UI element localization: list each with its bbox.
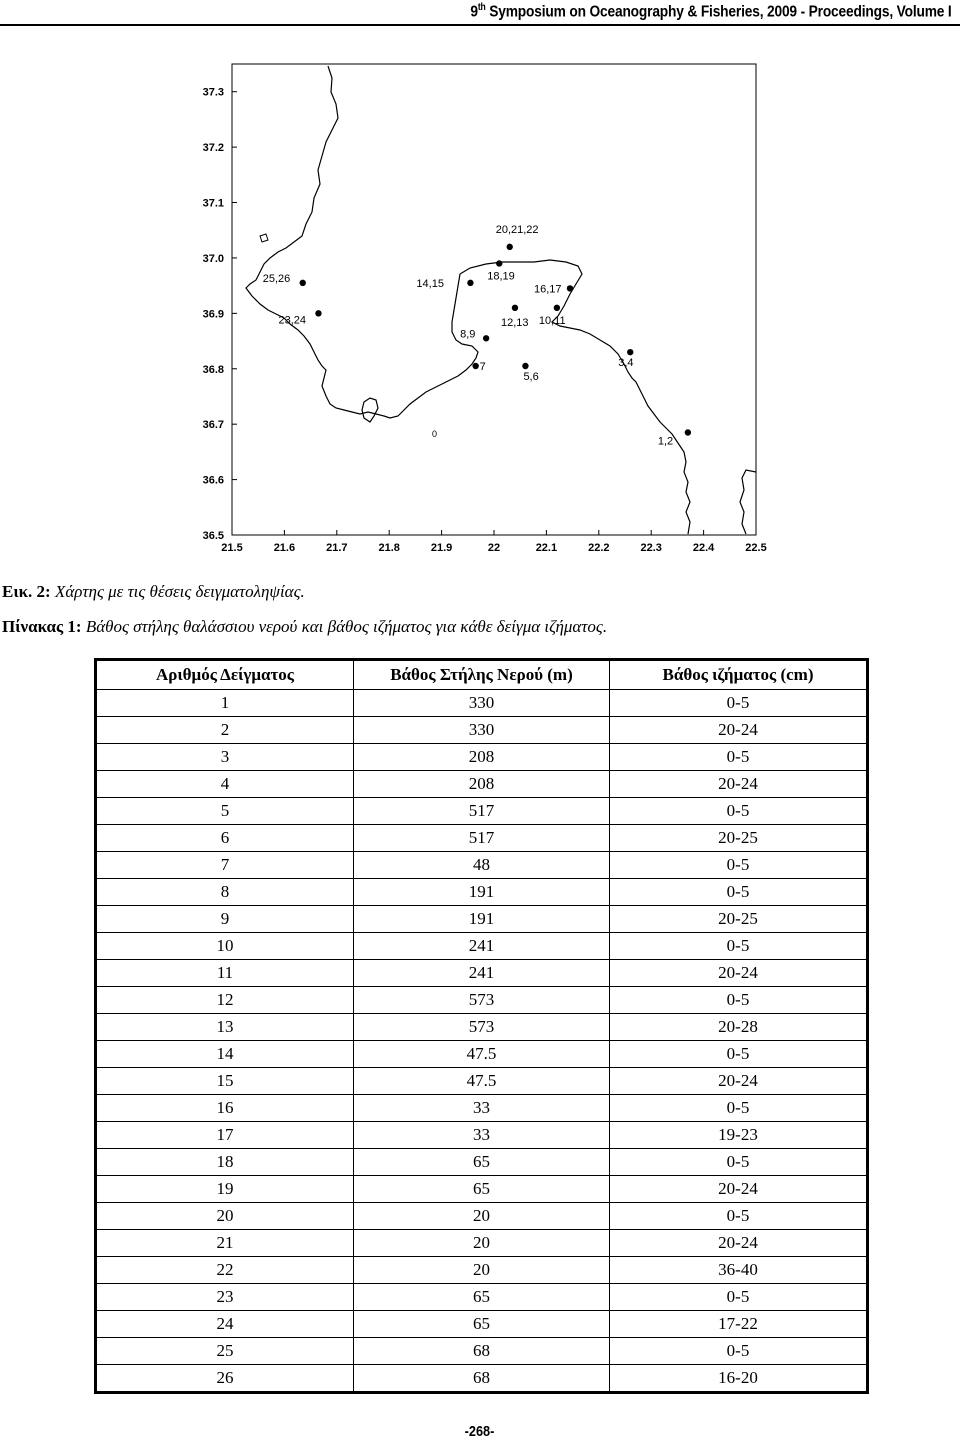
depth-table bbox=[94, 658, 869, 1394]
x-tick-label: 22.4 bbox=[692, 542, 715, 554]
sediment-depth-cell: 20-24 bbox=[610, 1068, 868, 1095]
sample-number-cell: 18 bbox=[96, 1149, 354, 1176]
x-tick-label: 21.8 bbox=[378, 542, 400, 554]
sample-number-cell: 11 bbox=[96, 960, 354, 987]
table-row bbox=[96, 1284, 868, 1311]
table-row bbox=[96, 1311, 868, 1338]
sample-number-cell: 1 bbox=[96, 690, 354, 717]
sediment-depth-cell: 0-5 bbox=[610, 879, 868, 906]
table-row bbox=[96, 771, 868, 798]
journal-header-text: 9th Symposium on Oceanography & Fisheries, 2009 - Proceedings, Volume I bbox=[470, 2, 952, 21]
water-depth-cell: 65 bbox=[354, 1284, 610, 1311]
sediment-depth-cell: 0-5 bbox=[610, 744, 868, 771]
sample-number-cell: 22 bbox=[96, 1257, 354, 1284]
sediment-depth-cell: 0-5 bbox=[610, 1095, 868, 1122]
water-depth-cell: 573 bbox=[354, 1014, 610, 1041]
table-row bbox=[96, 1365, 868, 1393]
sample-number-cell: 8 bbox=[96, 879, 354, 906]
sample-number-cell: 26 bbox=[96, 1365, 354, 1393]
table-row bbox=[96, 717, 868, 744]
page-number: -268- bbox=[465, 1423, 495, 1440]
sample-number-cell: 12 bbox=[96, 987, 354, 1014]
water-depth-cell: 573 bbox=[354, 987, 610, 1014]
table-row bbox=[96, 906, 868, 933]
water-depth-cell: 48 bbox=[354, 852, 610, 879]
water-depth-cell: 191 bbox=[354, 906, 610, 933]
station-marker bbox=[627, 349, 633, 355]
sediment-depth-cell: 20-25 bbox=[610, 825, 868, 852]
header-rule bbox=[0, 24, 960, 26]
water-depth-cell: 20 bbox=[354, 1203, 610, 1230]
water-depth-cell: 191 bbox=[354, 879, 610, 906]
sample-number-cell: 13 bbox=[96, 1014, 354, 1041]
water-depth-cell: 241 bbox=[354, 933, 610, 960]
water-depth-cell: 330 bbox=[354, 717, 610, 744]
y-tick-label: 36.7 bbox=[202, 419, 224, 432]
col-sediment-depth: Βάθος ιζήματος (cm) bbox=[610, 660, 868, 690]
sediment-depth-cell: 0-5 bbox=[610, 852, 868, 879]
col-sample-number: Αριθμός Δείγματος bbox=[96, 660, 354, 690]
sediment-depth-cell: 20-24 bbox=[610, 1230, 868, 1257]
sample-number-cell: 3 bbox=[96, 744, 354, 771]
small-map-mark: 0 bbox=[432, 429, 438, 439]
y-tick-label: 36.8 bbox=[202, 363, 224, 376]
sediment-depth-cell: 17-22 bbox=[610, 1311, 868, 1338]
table-header-row bbox=[96, 660, 868, 690]
station-label: 14,15 bbox=[416, 277, 444, 290]
sediment-depth-cell: 0-5 bbox=[610, 1203, 868, 1230]
table-row bbox=[96, 1338, 868, 1365]
station-marker bbox=[522, 363, 528, 369]
sample-number-cell: 15 bbox=[96, 1068, 354, 1095]
sample-number-cell: 6 bbox=[96, 825, 354, 852]
station-marker bbox=[512, 305, 518, 311]
station-label: 10,11 bbox=[538, 314, 566, 327]
y-tick-label: 37.1 bbox=[202, 197, 224, 210]
station-label: 7 bbox=[479, 360, 486, 373]
table-row bbox=[96, 1095, 868, 1122]
x-tick-label: 21.9 bbox=[430, 542, 453, 554]
table-row bbox=[96, 1014, 868, 1041]
y-tick-label: 37.3 bbox=[202, 86, 224, 99]
table-row bbox=[96, 798, 868, 825]
x-tick-label: 22.1 bbox=[535, 542, 558, 554]
table-row bbox=[96, 852, 868, 879]
running-header bbox=[0, 0, 960, 30]
station-marker bbox=[554, 305, 560, 311]
sediment-depth-cell: 20-24 bbox=[610, 717, 868, 744]
sediment-depth-cell: 0-5 bbox=[610, 798, 868, 825]
station-label: 18,19 bbox=[487, 270, 515, 283]
sediment-depth-cell: 16-20 bbox=[610, 1365, 868, 1393]
col-water-depth: Βάθος Στήλης Νερού (m) bbox=[354, 660, 610, 690]
station-marker bbox=[496, 260, 502, 266]
table-row bbox=[96, 1041, 868, 1068]
table-row bbox=[96, 933, 868, 960]
table-row bbox=[96, 690, 868, 717]
water-depth-cell: 68 bbox=[354, 1338, 610, 1365]
table-caption: Πίνακας 1: Βάθος στήλης θαλάσσιου νερού και βάθος ιζήματος για κάθε δείγμα ιζήματος. bbox=[2, 617, 608, 636]
x-tick-label: 22.2 bbox=[588, 542, 610, 554]
y-tick-label: 36.5 bbox=[202, 530, 224, 542]
water-depth-cell: 208 bbox=[354, 744, 610, 771]
sediment-depth-cell: 0-5 bbox=[610, 933, 868, 960]
x-tick-label: 21.6 bbox=[273, 542, 296, 554]
sample-number-cell: 25 bbox=[96, 1338, 354, 1365]
x-tick-label: 21.5 bbox=[221, 542, 243, 554]
sample-number-cell: 5 bbox=[96, 798, 354, 825]
x-tick-label: 22.3 bbox=[640, 542, 662, 554]
water-depth-cell: 33 bbox=[354, 1122, 610, 1149]
station-marker bbox=[567, 285, 573, 291]
sediment-depth-cell: 20-24 bbox=[610, 960, 868, 987]
water-depth-cell: 517 bbox=[354, 825, 610, 852]
sample-number-cell: 24 bbox=[96, 1311, 354, 1338]
sample-number-cell: 17 bbox=[96, 1122, 354, 1149]
y-tick-label: 37.0 bbox=[202, 252, 224, 265]
sample-number-cell: 23 bbox=[96, 1284, 354, 1311]
sediment-depth-cell: 0-5 bbox=[610, 987, 868, 1014]
sample-number-cell: 19 bbox=[96, 1176, 354, 1203]
table-row bbox=[96, 1068, 868, 1095]
table-row bbox=[96, 1203, 868, 1230]
x-tick-label: 22.5 bbox=[745, 542, 767, 554]
water-depth-cell: 47.5 bbox=[354, 1068, 610, 1095]
table-body bbox=[96, 690, 868, 1393]
station-label: 5,6 bbox=[523, 370, 539, 383]
sediment-depth-cell: 20-24 bbox=[610, 771, 868, 798]
water-depth-cell: 330 bbox=[354, 690, 610, 717]
station-label: 8,9 bbox=[460, 328, 476, 341]
station-marker bbox=[315, 310, 321, 316]
water-depth-cell: 517 bbox=[354, 798, 610, 825]
y-tick-label: 36.6 bbox=[202, 474, 224, 487]
sample-number-cell: 2 bbox=[96, 717, 354, 744]
station-marker bbox=[507, 244, 513, 250]
station-label: 3,4 bbox=[618, 357, 634, 370]
y-tick-label: 36.9 bbox=[202, 308, 224, 321]
sediment-depth-cell: 0-5 bbox=[610, 1338, 868, 1365]
station-marker bbox=[472, 363, 478, 369]
station-label: 23,24 bbox=[278, 314, 306, 327]
water-depth-cell: 65 bbox=[354, 1311, 610, 1338]
station-marker bbox=[685, 429, 691, 435]
station-marker bbox=[300, 280, 306, 286]
sample-number-cell: 20 bbox=[96, 1203, 354, 1230]
water-depth-cell: 65 bbox=[354, 1176, 610, 1203]
table-row bbox=[96, 1176, 868, 1203]
sediment-depth-cell: 0-5 bbox=[610, 690, 868, 717]
sediment-depth-cell: 20-24 bbox=[610, 1176, 868, 1203]
water-depth-cell: 20 bbox=[354, 1257, 610, 1284]
station-label: 12,13 bbox=[500, 316, 529, 329]
water-depth-cell: 20 bbox=[354, 1230, 610, 1257]
water-depth-cell: 208 bbox=[354, 771, 610, 798]
map-frame bbox=[232, 64, 756, 535]
sample-number-cell: 10 bbox=[96, 933, 354, 960]
sample-number-cell: 7 bbox=[96, 852, 354, 879]
sampling-map bbox=[186, 52, 776, 562]
station-label: 16,17 bbox=[533, 283, 562, 296]
sediment-depth-cell: 0-5 bbox=[610, 1041, 868, 1068]
sample-number-cell: 4 bbox=[96, 771, 354, 798]
table-row bbox=[96, 987, 868, 1014]
sediment-depth-cell: 36-40 bbox=[610, 1257, 868, 1284]
figure-caption: Εικ. 2: Χάρτης με τις θέσεις δειγματοληψίας. bbox=[2, 582, 305, 601]
x-tick-label: 21.7 bbox=[326, 542, 348, 554]
sample-number-cell: 21 bbox=[96, 1230, 354, 1257]
sediment-depth-cell: 0-5 bbox=[610, 1149, 868, 1176]
water-depth-cell: 33 bbox=[354, 1095, 610, 1122]
table-row bbox=[96, 825, 868, 852]
table-row bbox=[96, 960, 868, 987]
table-row bbox=[96, 1230, 868, 1257]
sediment-depth-cell: 0-5 bbox=[610, 1284, 868, 1311]
water-depth-cell: 241 bbox=[354, 960, 610, 987]
station-label: 25,26 bbox=[262, 272, 291, 285]
sample-number-cell: 9 bbox=[96, 906, 354, 933]
table-row bbox=[96, 1149, 868, 1176]
water-depth-cell: 47.5 bbox=[354, 1041, 610, 1068]
table-row bbox=[96, 744, 868, 771]
station-marker bbox=[467, 280, 473, 286]
table-row bbox=[96, 1122, 868, 1149]
sediment-depth-cell: 19-23 bbox=[610, 1122, 868, 1149]
table-row bbox=[96, 879, 868, 906]
station-label: 20,21,22 bbox=[495, 223, 539, 236]
x-tick-label: 22 bbox=[487, 542, 501, 554]
water-depth-cell: 68 bbox=[354, 1365, 610, 1393]
sample-number-cell: 16 bbox=[96, 1095, 354, 1122]
water-depth-cell: 65 bbox=[354, 1149, 610, 1176]
sample-number-cell: 14 bbox=[96, 1041, 354, 1068]
table-row bbox=[96, 1257, 868, 1284]
sediment-depth-cell: 20-25 bbox=[610, 906, 868, 933]
station-label: 1,2 bbox=[657, 435, 674, 448]
station-marker bbox=[483, 335, 489, 341]
y-tick-label: 37.2 bbox=[202, 142, 224, 155]
sediment-depth-cell: 20-28 bbox=[610, 1014, 868, 1041]
